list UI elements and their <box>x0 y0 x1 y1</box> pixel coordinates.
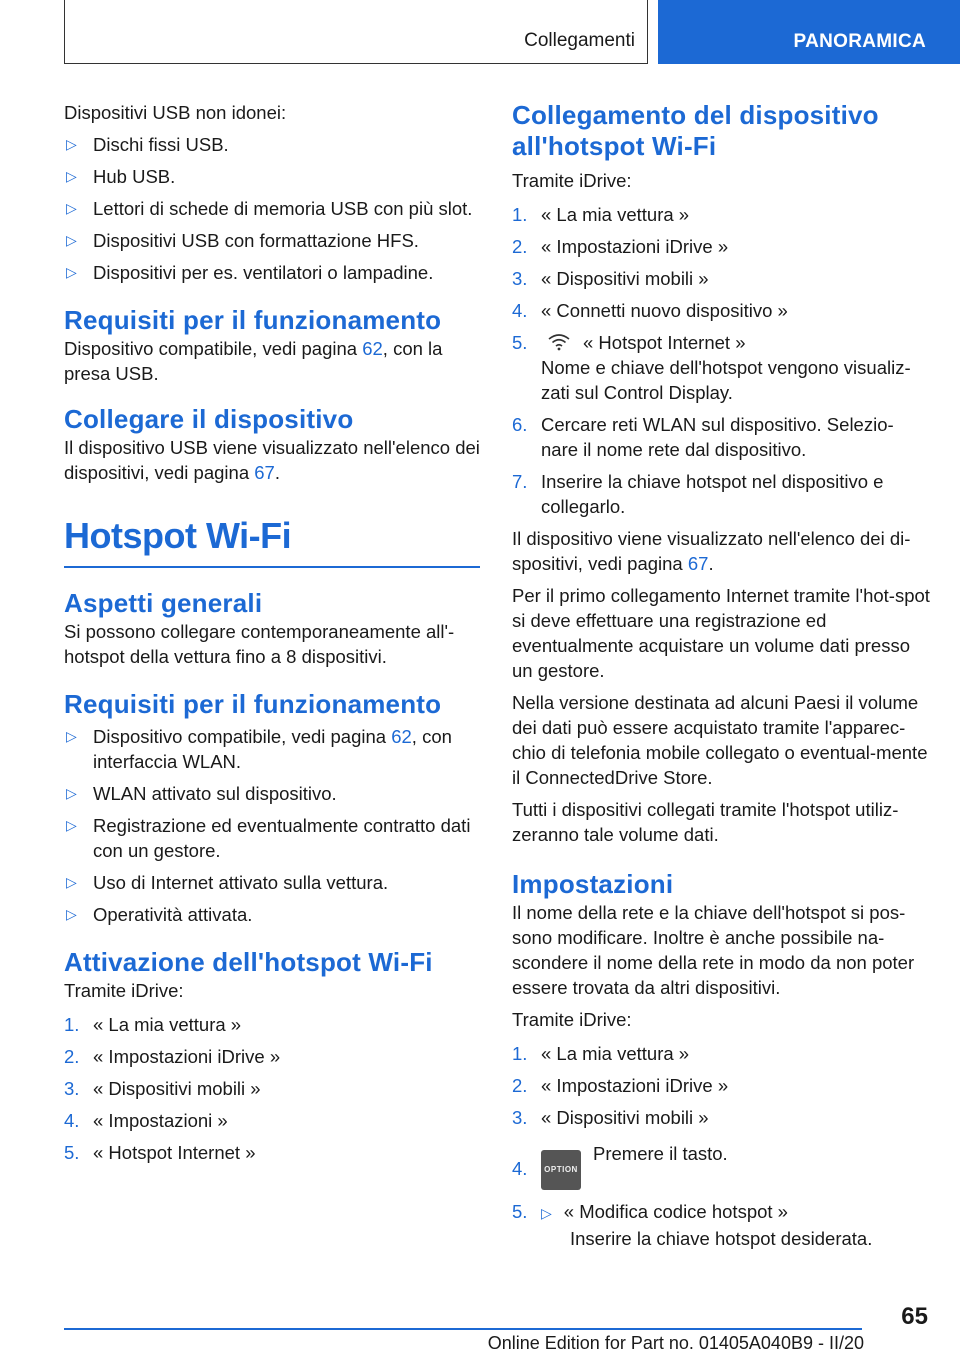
triangle-bullet-icon: ▷ <box>66 784 77 801</box>
step-item: 4. OPTIONPremere il tasto. <box>512 1141 930 1190</box>
step-item: 2. « Impostazioni iDrive » <box>512 1075 729 1096</box>
list-item: ▷ Dispositivi per es. ventilatori o lampadine. <box>66 262 434 283</box>
page-ref-link[interactable]: 62 <box>391 725 412 747</box>
country-version-text: Nella versione destinata ad alcuni Paesi il volume dei dati può essere acquistato tramite l'apparec-chio di telefonia mobile collegato o eventual-mente il ConnectedDrive Store. <box>512 692 928 788</box>
list-item: ▷ Lettori di schede di memoria USB con più slot. <box>66 198 473 219</box>
step-note: Inserire la chiave hotspot desiderata. <box>570 1227 873 1249</box>
triangle-bullet-icon: ▷ <box>66 264 77 280</box>
step-item: 1. « La mia vettura » <box>64 1013 242 1035</box>
step-item: 5. « Hotspot Internet » <box>64 1141 256 1163</box>
usb-unsuitable-intro: Dispositivi USB non idonei: <box>64 102 287 123</box>
step-item: 1. « La mia vettura » <box>512 1043 690 1064</box>
triangle-bullet-icon: ▷ <box>66 200 77 216</box>
triangle-bullet-icon: ▷ <box>66 727 77 744</box>
triangle-bullet-icon: ▷ <box>66 816 77 833</box>
triangle-bullet-icon: ▷ <box>66 873 77 890</box>
settings-steps <box>512 1041 930 1251</box>
step-item: 6. Cercare reti WLAN sul dispositivo. Selezio-nare il nome rete dal dispositivo. <box>512 414 894 460</box>
header-section-box <box>64 0 648 64</box>
step-item: 2. « Impostazioni iDrive » <box>64 1045 281 1067</box>
wifi-icon <box>547 333 571 351</box>
step-item: 2. « Impostazioni iDrive » <box>512 236 729 257</box>
requirements-heading-2: Requisiti per il funzionamento <box>64 688 442 719</box>
list-text: Il dispositivo viene visualizzato nell'elenco dei di-spositivi, vedi pagina 67. <box>512 528 911 574</box>
list-item: ▷ Operatività attivata. <box>66 903 253 925</box>
triangle-bullet-icon: ▷ <box>541 1204 552 1221</box>
list-item: ▷ Uso di Internet attivato sulla vettura. <box>66 871 389 893</box>
left-column <box>64 100 480 1172</box>
settings-heading: Impostazioni <box>512 869 674 899</box>
activate-intro: Tramite iDrive: <box>64 979 184 1001</box>
step-item: 7. Inserire la chiave hotspot nel dispositivo e collegarlo. <box>512 471 884 517</box>
page-number: 65 <box>901 1303 928 1330</box>
list-item: ▷ Dispositivo compatibile, vedi pagina 62, con interfaccia WLAN. <box>66 725 452 772</box>
step-item: 4. « Connetti nuovo dispositivo » <box>512 300 788 321</box>
right-column <box>512 100 930 1258</box>
connect-steps <box>512 202 930 519</box>
requirements-list <box>64 724 480 927</box>
footer-divider <box>64 1328 862 1330</box>
list-item: ▷ Dischi fissi USB. <box>66 134 229 155</box>
triangle-bullet-icon: ▷ <box>66 136 77 152</box>
title-divider <box>64 566 480 568</box>
settings-intro: Tramite iDrive: <box>512 1009 632 1030</box>
triangle-bullet-icon: ▷ <box>66 905 77 922</box>
step-item: 3. « Dispositivi mobili » <box>512 268 709 289</box>
page-ref-link[interactable]: 67 <box>687 553 709 574</box>
connect-intro: Tramite iDrive: <box>512 170 632 191</box>
step-note: Nome e chiave dell'hotspot vengono visualiz-zati sul Control Display. <box>541 357 911 403</box>
step-item: 4. « Impostazioni » <box>64 1109 228 1131</box>
data-volume-text: Tutti i dispositivi collegati tramite l'hotspot utiliz-zeranno tale volume dati. <box>512 799 899 845</box>
hotspot-wifi-title: Hotspot Wi-Fi <box>64 515 292 556</box>
general-heading: Aspetti generali <box>64 587 263 618</box>
settings-text: Il nome della rete e la chiave dell'hotspot si pos-sono modificare. Inoltre è anche possibile na-scondere il nome della rete in modo da non poter essere trovata da altri dispositivi. <box>512 902 915 998</box>
connect-device-text: Il dispositivo USB viene visualizzato nell'elenco dei dispositivi, vedi pagina 67. <box>64 437 480 483</box>
first-connection-text: Per il primo collegamento Internet tramite l'hot-spot si deve effettuare una registrazione ed eventualmente acquistare un volume dati presso un gestore. <box>512 585 930 681</box>
step-item: 5. « Hotspot Internet » Nome e chiave dell'hotspot vengono visualiz-zati sul Control Display. <box>512 332 911 403</box>
step-item: 1. « La mia vettura » <box>512 204 690 225</box>
header-tab-panoramica[interactable] <box>658 0 960 64</box>
list-item: ▷ Dispositivi USB con formattazione HFS. <box>66 230 419 251</box>
header-section-title: Collegamenti <box>524 30 635 51</box>
connect-device-heading: Collegare il dispositivo <box>64 404 354 434</box>
page-ref-link[interactable]: 62 <box>362 338 383 359</box>
usb-unsuitable-list <box>64 132 480 285</box>
triangle-bullet-icon: ▷ <box>66 168 77 184</box>
connect-hotspot-heading: Collegamento del dispositivo all'hotspot Wi-Fi <box>512 100 879 161</box>
option-button-icon: OPTION <box>541 1150 581 1190</box>
triangle-bullet-icon: ▷ <box>66 232 77 248</box>
general-text: Si possono collegare contemporaneamente all'-hotspot della vettura fino a 8 dispositivi. <box>64 620 455 667</box>
requirements-text: Dispositivo compatibile, vedi pagina 62, con la presa USB. <box>64 338 443 384</box>
list-item: ▷ Hub USB. <box>66 166 176 187</box>
list-item: ▷ Registrazione ed eventualmente contratto dati con un gestore. <box>66 814 471 861</box>
activate-hotspot-heading: Attivazione dell'hotspot Wi-Fi <box>64 946 433 977</box>
step-item: 3. « Dispositivi mobili » <box>64 1077 261 1099</box>
activate-steps <box>64 1012 480 1165</box>
list-item: ▷ WLAN attivato sul dispositivo. <box>66 782 337 804</box>
step-item: 3. « Dispositivi mobili » <box>512 1107 709 1128</box>
requirements-heading: Requisiti per il funzionamento <box>64 305 442 335</box>
page-ref-link[interactable]: 67 <box>254 462 275 483</box>
footer-edition: Online Edition for Part no. 01405A040B9 - II/20 <box>487 1333 864 1353</box>
step-item: 5. ▷ « Modifica codice hotspot » Inserire la chiave hotspot desiderata. <box>512 1200 873 1249</box>
header-tab-label: PANORAMICA <box>793 31 926 52</box>
